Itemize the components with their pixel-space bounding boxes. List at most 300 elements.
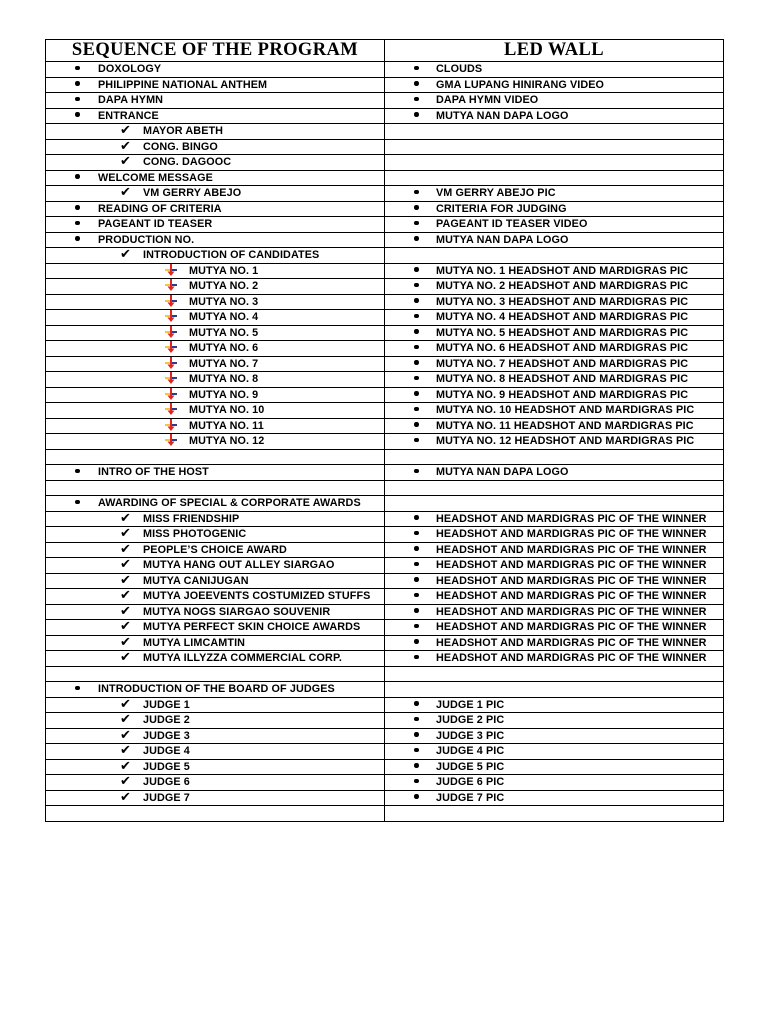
table-row [46,93,724,109]
led-wall-cell [385,511,724,527]
checkmark-icon: ✔ [120,541,131,557]
led-wall-item-text: MUTYA NO. 4 HEADSHOT AND MARDIGRAS PIC [436,311,689,323]
led-wall-cell [385,387,724,403]
sequence-cell [46,496,385,512]
led-wall-cell [385,790,724,806]
sequence-cell [46,186,385,202]
sequence-item-text: MISS FRIENDSHIP [143,512,240,525]
checkmark-icon: ✔ [120,758,131,774]
sequence-cell [46,558,385,574]
table-row [46,62,724,78]
bullet-icon [414,465,436,480]
bullet-icon [414,636,436,651]
checkmark-icon: ✔ [120,727,131,743]
led-wall-cell [385,155,724,171]
sequence-cell [46,403,385,419]
bullet-icon [75,465,98,480]
table-row [46,775,724,791]
sequence-item-text: INTRO OF THE HOST [98,466,209,478]
bullet-icon [414,310,436,325]
bullet-icon [414,388,436,403]
bullet-icon [414,589,436,604]
table-row [46,372,724,388]
table-row [46,604,724,620]
sequence-item-text: MUTYA HANG OUT ALLEY SIARGAO [143,559,335,571]
sequence-item-text: AWARDING OF SPECIAL & CORPORATE AWARDS [98,497,361,509]
led-wall-cell [385,372,724,388]
bullet-icon [414,775,436,790]
table-row [46,790,724,806]
sequence-cell [46,759,385,775]
table-row [46,387,724,403]
sequence-cell [46,744,385,760]
bullet-icon [414,744,436,759]
sequence-cell [46,279,385,295]
sequence-cell [46,542,385,558]
sequence-item-text: MUTYA NO. 4 [189,311,259,323]
led-wall-cell [385,310,724,326]
arrow-down-bullet-icon [165,264,189,279]
bullet-icon [414,574,436,589]
table-row [46,527,724,543]
led-wall-cell [385,186,724,202]
led-wall-cell [385,542,724,558]
checkmark-icon: ✔ [120,603,131,619]
table-row [46,589,724,605]
led-wall-cell [385,744,724,760]
sequence-item-text: MUTYA NO. 7 [189,357,259,370]
led-wall-cell [385,728,724,744]
sequence-item-text: MISS PHOTOGENIC [143,528,247,540]
sequence-item-text: MUTYA NO. 10 [189,404,265,416]
sequence-item-text: ENTRANCE [98,109,159,122]
led-wall-cell [385,139,724,155]
table-row [46,511,724,527]
table-row [46,635,724,651]
sequence-cell [46,62,385,78]
bullet-icon [414,233,436,248]
sequence-cell [46,294,385,310]
sequence-item-text: MUTYA NO. 6 [189,342,259,354]
bullet-icon [414,93,436,108]
led-wall-cell [385,558,724,574]
sequence-cell [46,480,385,496]
header-row [46,40,724,62]
table-row [46,542,724,558]
table-row [46,651,724,667]
led-wall-item-text: JUDGE 5 PIC [436,760,505,773]
led-wall-cell [385,635,724,651]
led-wall-item-text: JUDGE 1 PIC [436,698,505,711]
led-wall-cell [385,77,724,93]
led-wall-item-text: HEADSHOT AND MARDIGRAS PIC OF THE WINNER [436,528,707,540]
led-wall-cell [385,465,724,481]
bullet-icon [414,558,436,573]
table-row [46,77,724,93]
led-wall-cell [385,759,724,775]
sequence-cell [46,248,385,264]
sequence-item-text: MUTYA CANIJUGAN [143,574,249,587]
led-wall-item-text: JUDGE 2 PIC [436,714,505,726]
led-wall-item-text: JUDGE 4 PIC [436,745,505,757]
table-row [46,496,724,512]
sequence-item-text: CONG. BINGO [143,140,218,153]
led-wall-item-text: HEADSHOT AND MARDIGRAS PIC OF THE WINNER [436,574,707,587]
bullet-icon [414,202,436,217]
sequence-item-text: VM GERRY ABEJO [143,187,242,199]
sequence-item-text: MUTYA NOGS SIARGAO SOUVENIR [143,605,331,618]
sequence-cell [46,263,385,279]
sequence-item-text: CONG. DAGOOC [143,156,232,168]
sequence-item-text: JUDGE 4 [143,745,190,757]
sequence-cell [46,790,385,806]
arrow-down-bullet-icon [165,419,189,434]
sequence-cell [46,170,385,186]
table-row [46,248,724,264]
checkmark-icon: ✔ [120,588,131,603]
checkmark-icon: ✔ [120,634,131,650]
bullet-icon [414,698,436,713]
sequence-cell [46,651,385,667]
sequence-cell [46,356,385,372]
checkmark-icon: ✔ [120,154,131,169]
table-row [46,728,724,744]
sequence-cell [46,511,385,527]
table-row [46,697,724,713]
led-wall-cell [385,62,724,78]
sequence-item-text: MUTYA JOEEVENTS COSTUMIZED STUFFS [143,590,371,602]
sequence-cell [46,434,385,450]
bullet-icon [414,791,436,806]
sequence-cell [46,713,385,729]
bullet-icon [75,171,98,186]
led-wall-item-text: MUTYA NO. 5 HEADSHOT AND MARDIGRAS PIC [436,326,689,339]
bullet-icon [75,202,98,217]
sequence-cell [46,108,385,124]
led-wall-item-text: MUTYA NAN DAPA LOGO [436,109,569,122]
bullet-icon [414,109,436,124]
bullet-icon [414,264,436,279]
table-row [46,465,724,481]
checkmark-icon: ✔ [120,247,131,262]
led-wall-item-text: HEADSHOT AND MARDIGRAS PIC OF THE WINNER [436,621,707,633]
sequence-item-text: JUDGE 6 [143,776,190,788]
sequence-item-text: MUTYA NO. 9 [189,388,259,401]
bullet-icon [414,403,436,418]
led-wall-cell [385,806,724,822]
led-wall-item-text: MUTYA NO. 2 HEADSHOT AND MARDIGRAS PIC [436,280,689,292]
sequence-item-text: MUTYA NO. 5 [189,326,259,339]
sequence-cell [46,775,385,791]
program-table [45,39,724,822]
led-wall-item-text: CRITERIA FOR JUDGING [436,202,567,215]
header-led-wall: LED WALL [385,40,724,62]
table-row [46,201,724,217]
sequence-cell [46,465,385,481]
arrow-down-bullet-icon [165,403,189,418]
sequence-cell [46,232,385,248]
bullet-icon [414,372,436,387]
bullet-icon [414,357,436,372]
table-row [46,449,724,465]
bullet-icon [75,109,98,124]
bullet-icon [414,543,436,558]
led-wall-item-text: HEADSHOT AND MARDIGRAS PIC OF THE WINNER [436,652,707,664]
led-wall-item-text: HEADSHOT AND MARDIGRAS PIC OF THE WINNER [436,543,707,556]
sequence-cell [46,155,385,171]
table-row [46,232,724,248]
led-wall-cell [385,713,724,729]
table-row [46,341,724,357]
bullet-icon [414,341,436,356]
table-row [46,744,724,760]
bullet-icon [75,93,98,108]
sequence-cell [46,418,385,434]
led-wall-cell [385,434,724,450]
led-wall-item-text: MUTYA NO. 10 HEADSHOT AND MARDIGRAS PIC [436,404,695,416]
sequence-item-text: INTRODUCTION OF THE BOARD OF JUDGES [98,683,335,695]
bullet-icon [414,729,436,744]
led-wall-item-text: DAPA HYMN VIDEO [436,94,539,106]
bullet-icon [414,527,436,542]
table-row [46,682,724,698]
checkmark-icon: ✔ [120,650,131,665]
sequence-item-text: MUTYA NO. 8 [189,373,259,385]
led-wall-item-text: CLOUDS [436,63,483,75]
checkmark-icon: ✔ [120,526,131,541]
sequence-item-text: DOXOLOGY [98,63,162,75]
bullet-icon [75,682,98,697]
sequence-cell [46,728,385,744]
table-row [46,186,724,202]
sequence-item-text: PHILIPPINE NATIONAL ANTHEM [98,78,268,91]
sequence-cell [46,387,385,403]
bullet-icon [414,62,436,77]
table-row [46,806,724,822]
table-row [46,573,724,589]
bullet-icon [75,217,98,232]
checkmark-icon: ✔ [120,572,131,588]
led-wall-cell [385,124,724,140]
checkmark-icon: ✔ [120,696,131,712]
sequence-item-text: PRODUCTION NO. [98,233,195,246]
led-wall-cell [385,697,724,713]
checkmark-icon: ✔ [120,138,131,154]
checkmark-icon: ✔ [120,510,131,526]
bullet-icon [414,78,436,93]
led-wall-item-text: MUTYA NAN DAPA LOGO [436,466,569,478]
sequence-item-text: MUTYA PERFECT SKIN CHOICE AWARDS [143,621,361,633]
led-wall-item-text: JUDGE 7 PIC [436,791,505,804]
led-wall-cell [385,573,724,589]
sequence-item-text: INTRODUCTION OF CANDIDATES [143,249,320,261]
bullet-icon [414,186,436,201]
sequence-item-text: MUTYA NO. 1 [189,264,259,277]
sequence-item-text: MUTYA NO. 11 [189,419,264,432]
sequence-cell [46,325,385,341]
arrow-down-bullet-icon [165,372,189,387]
bullet-icon [414,605,436,620]
bullet-icon [414,279,436,294]
bullet-icon [414,651,436,666]
led-wall-item-text: MUTYA NO. 8 HEADSHOT AND MARDIGRAS PIC [436,373,689,385]
checkmark-icon: ✔ [120,789,131,805]
led-wall-cell [385,279,724,295]
led-wall-cell [385,325,724,341]
sequence-cell [46,697,385,713]
led-wall-item-text: MUTYA NO. 9 HEADSHOT AND MARDIGRAS PIC [436,388,689,401]
arrow-down-bullet-icon [165,357,189,372]
led-wall-cell [385,418,724,434]
bullet-icon [414,760,436,775]
sequence-cell [46,139,385,155]
led-wall-cell [385,449,724,465]
checkmark-icon: ✔ [120,743,131,758]
sequence-item-text: JUDGE 3 [143,729,190,742]
sequence-item-text: MUTYA NO. 12 [189,435,265,447]
table-row [46,620,724,636]
checkmark-icon: ✔ [120,619,131,634]
table-row [46,294,724,310]
led-wall-cell [385,217,724,233]
sequence-item-text: JUDGE 1 [143,698,190,711]
led-wall-item-text: MUTYA NO. 12 HEADSHOT AND MARDIGRAS PIC [436,435,695,447]
sequence-cell [46,527,385,543]
led-wall-item-text: MUTYA NO. 3 HEADSHOT AND MARDIGRAS PIC [436,295,689,308]
led-wall-item-text: MUTYA NO. 1 HEADSHOT AND MARDIGRAS PIC [436,264,689,277]
led-wall-cell [385,589,724,605]
sequence-cell [46,666,385,682]
arrow-down-bullet-icon [165,279,189,294]
led-wall-cell [385,93,724,109]
arrow-down-bullet-icon [165,434,189,449]
sequence-item-text: JUDGE 2 [143,714,190,726]
led-wall-item-text: HEADSHOT AND MARDIGRAS PIC OF THE WINNER [436,590,707,602]
table-row [46,418,724,434]
table-row [46,325,724,341]
bullet-icon [414,620,436,635]
sequence-item-text: PAGEANT ID TEASER [98,218,213,230]
sequence-item-text: JUDGE 7 [143,791,190,804]
table-row [46,759,724,775]
led-wall-cell [385,651,724,667]
led-wall-item-text: HEADSHOT AND MARDIGRAS PIC OF THE WINNER [436,636,707,649]
header-sequence: SEQUENCE OF THE PROGRAM [46,40,385,62]
table-row [46,403,724,419]
led-wall-cell [385,666,724,682]
arrow-down-bullet-icon [165,310,189,325]
sequence-cell [46,635,385,651]
table-row [46,434,724,450]
sequence-cell [46,201,385,217]
arrow-down-bullet-icon [165,388,189,403]
sequence-cell [46,124,385,140]
table-row [46,170,724,186]
sequence-item-text: WELCOME MESSAGE [98,171,213,184]
bullet-icon [414,419,436,434]
arrow-down-bullet-icon [165,326,189,341]
sequence-cell [46,573,385,589]
led-wall-item-text: VM GERRY ABEJO PIC [436,187,556,199]
led-wall-item-text: MUTYA NAN DAPA LOGO [436,233,569,246]
arrow-down-bullet-icon [165,295,189,310]
checkmark-icon: ✔ [120,123,131,138]
led-wall-cell [385,620,724,636]
led-wall-cell [385,201,724,217]
led-wall-item-text: JUDGE 6 PIC [436,776,505,788]
sequence-item-text: MAYOR ABETH [143,125,224,137]
table-row [46,124,724,140]
led-wall-item-text: JUDGE 3 PIC [436,729,505,742]
bullet-icon [75,78,98,93]
bullet-icon [414,713,436,728]
checkmark-icon: ✔ [120,774,131,789]
led-wall-item-text: HEADSHOT AND MARDIGRAS PIC OF THE WINNER [436,512,707,525]
led-wall-cell [385,248,724,264]
sequence-item-text: DAPA HYMN [98,94,164,106]
table-row [46,558,724,574]
bullet-icon [414,217,436,232]
led-wall-item-text: MUTYA NO. 11 HEADSHOT AND MARDIGRAS PIC [436,419,694,432]
checkmark-icon: ✔ [120,557,131,572]
bullet-icon [414,512,436,527]
bullet-icon [75,496,98,511]
table-row [46,108,724,124]
checkmark-icon: ✔ [120,712,131,727]
bullet-icon [414,295,436,310]
sequence-cell [46,217,385,233]
led-wall-cell [385,263,724,279]
bullet-icon [414,326,436,341]
table-row [46,155,724,171]
sequence-cell [46,604,385,620]
bullet-icon [75,233,98,248]
led-wall-cell [385,294,724,310]
sequence-cell [46,93,385,109]
sequence-cell [46,682,385,698]
bullet-icon [75,62,98,77]
table-row [46,480,724,496]
sequence-item-text: READING OF CRITERIA [98,202,222,215]
led-wall-item-text: PAGEANT ID TEASER VIDEO [436,218,588,230]
led-wall-cell [385,682,724,698]
led-wall-cell [385,232,724,248]
led-wall-cell [385,527,724,543]
led-wall-cell [385,341,724,357]
sequence-item-text: MUTYA NO. 3 [189,295,259,308]
bullet-icon [414,434,436,449]
led-wall-item-text: GMA LUPANG HINIRANG VIDEO [436,78,605,91]
table-row [46,666,724,682]
table-row [46,279,724,295]
sequence-item-text: MUTYA LIMCAMTIN [143,636,246,649]
table-row [46,217,724,233]
led-wall-cell [385,403,724,419]
led-wall-cell [385,356,724,372]
sequence-cell [46,806,385,822]
arrow-down-bullet-icon [165,341,189,356]
led-wall-cell [385,108,724,124]
table-row [46,263,724,279]
led-wall-cell [385,775,724,791]
sequence-item-text: MUTYA ILLYZZA COMMERCIAL CORP. [143,652,342,664]
led-wall-cell [385,604,724,620]
sequence-item-text: MUTYA NO. 2 [189,280,259,292]
led-wall-cell [385,480,724,496]
sequence-item-text: JUDGE 5 [143,760,190,773]
sequence-cell [46,620,385,636]
led-wall-item-text: MUTYA NO. 6 HEADSHOT AND MARDIGRAS PIC [436,342,689,354]
